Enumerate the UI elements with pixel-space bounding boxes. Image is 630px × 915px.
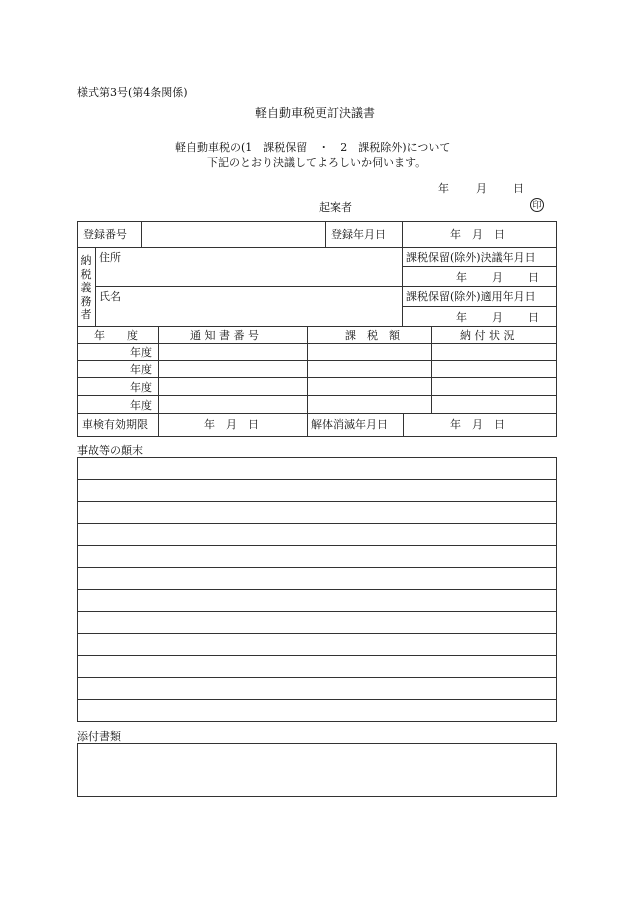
applicable-date-day: 日	[528, 311, 539, 324]
form-number: 様式第3号(第4条関係)	[77, 86, 188, 99]
seal-icon: 印	[530, 198, 544, 212]
taxpayer-vertical-label: 納 税 義 務 者	[80, 254, 92, 321]
intro-line-2: 下記のとおり決議してよろしいか伺います。	[207, 156, 427, 169]
decision-date-month: 月	[492, 271, 503, 284]
date-day: 日	[513, 182, 524, 195]
applicable-date-year: 年	[456, 311, 467, 324]
decision-date-day: 日	[528, 271, 539, 284]
decision-date-label: 課税保留(除外)決議年月日	[406, 251, 536, 264]
header-tax-amount: 課 税 額	[345, 329, 400, 342]
registration-date-value: 年 月 日	[450, 228, 505, 241]
fiscal-year-row-1: 年度	[130, 346, 152, 359]
attachments-box	[77, 743, 557, 797]
date-year: 年	[438, 182, 449, 195]
fiscal-year-row-3: 年度	[130, 381, 152, 394]
registration-number-label: 登録番号	[83, 228, 127, 241]
header-notice-number: 通 知 書 番 号	[190, 329, 259, 342]
dismantle-label: 解体消滅年月日	[311, 418, 388, 431]
applicable-date-label: 課税保留(除外)適用年月日	[406, 290, 536, 303]
header-payment-status: 納 付 状 況	[460, 329, 515, 342]
registration-date-label: 登録年月日	[331, 228, 386, 241]
drafter-label: 起案者	[319, 201, 352, 214]
accident-label: 事故等の顛末	[77, 444, 143, 457]
address-label: 住所	[99, 251, 121, 264]
inspection-label: 車検有効期限	[82, 418, 148, 431]
document-title: 軽自動車税更訂決議書	[255, 106, 376, 120]
dismantle-value: 年 月 日	[450, 418, 505, 431]
fiscal-year-row-4: 年度	[130, 399, 152, 412]
fiscal-year-row-2: 年度	[130, 363, 152, 376]
name-label: 氏名	[99, 290, 121, 303]
intro-line-1: 軽自動車税の(1 課税保留 ・ 2 課税除外)について	[175, 141, 451, 154]
date-month: 月	[476, 182, 487, 195]
inspection-value: 年 月 日	[204, 418, 259, 431]
header-fiscal-year: 年 度	[94, 329, 138, 342]
decision-date-year: 年	[456, 271, 467, 284]
attachments-label: 添付書類	[77, 730, 121, 743]
applicable-date-month: 月	[492, 311, 503, 324]
